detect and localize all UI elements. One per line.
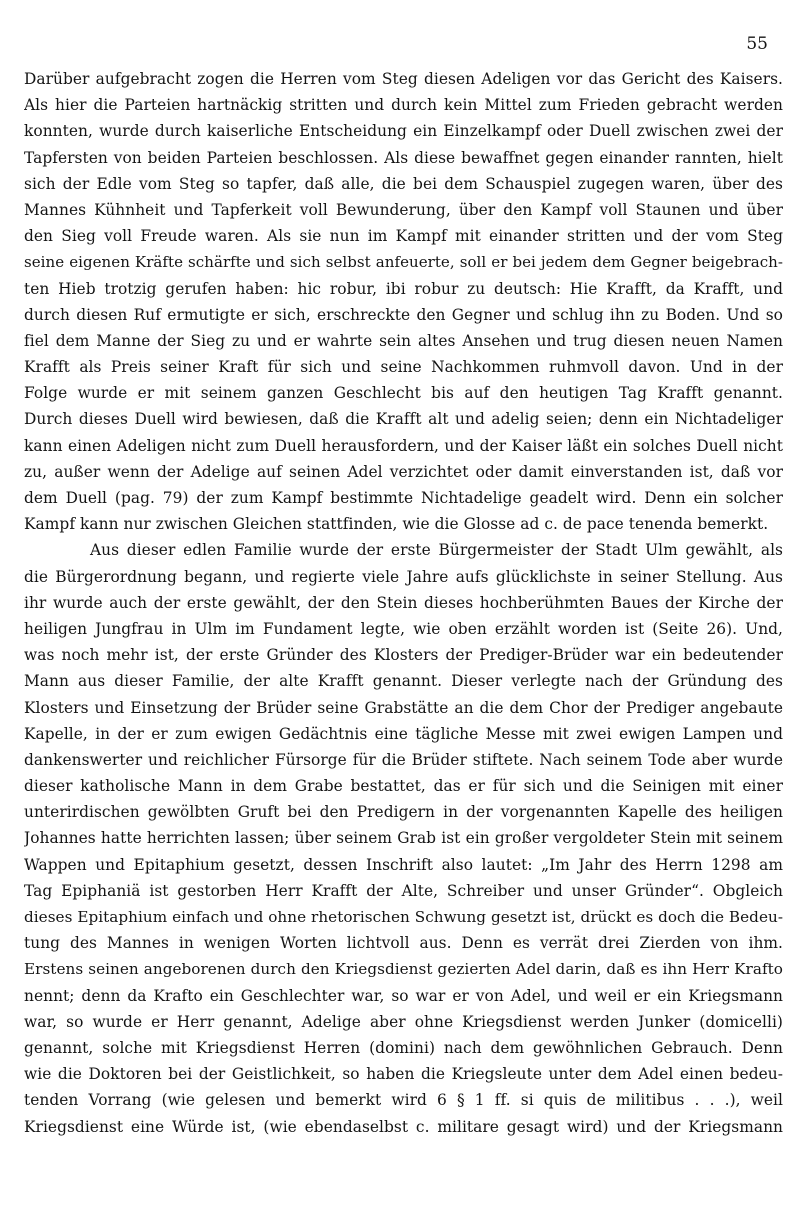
text-line: tung des Mannes in wenigen Worten lichtvoll aus. Denn es verrät drei Zierden von ihm. bbox=[24, 934, 783, 953]
text-line: Mann aus dieser Familie, der alte Krafft genannt. Dieser verlegte nach der Gründung des bbox=[24, 672, 783, 691]
text-line: heiligen Jungfrau in Ulm im Fundament legte, wie oben erzählt worden ist (Seite 26). Und, bbox=[24, 619, 783, 638]
text-line: sich der Edle vom Steg so tapfer, daß alle, die bei dem Schauspiel zugegen waren, über des bbox=[24, 174, 783, 193]
text-line: zu, außer wenn der Adelige auf seinen Adel verzichtet oder damit einverstanden ist, daß vor bbox=[24, 462, 783, 481]
text-line: Mannes Kühnheit und Tapferkeit voll Bewunderung, über den Kampf voll Staunen und über bbox=[24, 200, 783, 219]
text-line: dankenswerter und reichlicher Fürsorge für die Brüder stiftete. Nach seinem Tode aber wurde bbox=[24, 750, 783, 769]
text-line: Tag Epiphaniä ist gestorben Herr Krafft der Alte, Schreiber und unser Gründer“. Obgleich bbox=[24, 881, 783, 900]
text-line: Darüber aufgebracht zogen die Herren vom Steg diesen Adeligen vor das Gericht des Kaisers. bbox=[24, 70, 783, 88]
text-line: Tapfersten von beiden Parteien beschlossen. Als diese bewaffnet gegen einander rannten, hielt bbox=[24, 148, 783, 167]
text-line: Erstens seinen angeborenen durch den Kriegsdienst gezierten Adel darin, daß es ihn Herr Krafto bbox=[24, 960, 783, 979]
text-line: die Bürgerordnung begann, und regierte viele Jahre aufs glücklichste in seiner Stellung. Aus bbox=[24, 567, 783, 586]
paragraph-1 bbox=[24, 66, 783, 537]
text-line: was noch mehr ist, der erste Gründer des Klosters der Prediger-Brüder war ein bedeutender bbox=[24, 646, 783, 665]
body-text bbox=[24, 66, 783, 1140]
text-line: Kapelle, in der er zum ewigen Gedächtnis eine tägliche Messe mit zwei ewigen Lampen und bbox=[24, 724, 783, 743]
text-line: war, so wurde er Herr genannt, Adelige aber ohne Kriegsdienst werden Junker (domicelli) bbox=[24, 1012, 783, 1031]
text-line: Durch dieses Duell wird bewiesen, daß die Krafft alt und adelig seien; denn ein Nichtadeliger bbox=[24, 410, 783, 429]
text-line: Aus dieser edlen Familie wurde der erste Bürgermeister der Stadt Ulm gewählt, als bbox=[90, 541, 783, 560]
text-line: wie die Doktoren bei der Geistlichkeit, so haben die Kriegsleute unter dem Adel einen bedeu- bbox=[24, 1065, 783, 1084]
text-line: Wappen und Epitaphium gesetzt, dessen Inschrift also lautet: „Im Jahr des Herrn 1298 am bbox=[24, 855, 783, 874]
text-line: genannt, solche mit Kriegsdienst Herren (domini) nach dem gewöhnlichen Gebrauch. Denn bbox=[24, 1038, 783, 1057]
text-line: unterirdischen gewölbten Gruft bei den Predigern in der vorgenannten Kapelle des heiligen bbox=[24, 803, 783, 822]
text-line: Johannes hatte herrichten lassen; über seinem Grab ist ein großer vergoldeter Stein mit seinem bbox=[24, 829, 783, 848]
text-line: Kriegsdienst eine Würde ist, (wie ebendaselbst c. militare gesagt wird) und der Kriegsmann bbox=[24, 1117, 783, 1136]
text-line: dieser katholische Mann in dem Grabe bestattet, das er für sich und die Seinigen mit einer bbox=[24, 777, 783, 796]
text-line: ten Hieb trotzig gerufen haben: hic robur, ibi robur zu deutsch: Hie Krafft, da Krafft, und bbox=[24, 279, 783, 298]
text-line: Klosters und Einsetzung der Brüder seine Grabstätte an die dem Chor der Prediger angebaute bbox=[24, 698, 783, 717]
text-line: fiel dem Manne der Sieg zu und er wahrte sein altes Ansehen und trug diesen neuen Namen bbox=[24, 331, 783, 350]
text-line: den Sieg voll Freude waren. Als sie nun im Kampf mit einander stritten und der vom Steg bbox=[24, 227, 783, 246]
text-line: Krafft als Preis seiner Kraft für sich und seine Nachkommen ruhmvoll davon. Und in der bbox=[24, 358, 783, 377]
text-line: Folge wurde er mit seinem ganzen Geschlecht bis auf den heutigen Tag Krafft genannt. bbox=[24, 384, 783, 403]
text-line: durch diesen Ruf ermutigte er sich, erschreckte den Gegner und schlug ihn zu Boden. Und so bbox=[24, 305, 783, 324]
text-line: ihr wurde auch der erste gewählt, der den Stein dieses hochberühmten Baues der Kirche der bbox=[24, 593, 783, 612]
text-line: Als hier die Parteien hartnäckig stritten und durch kein Mittel zum Frieden gebracht werden bbox=[24, 96, 783, 115]
text-line: Kampf kann nur zwischen Gleichen stattfinden, wie die Glosse ad c. de pace tenenda bemerkt. bbox=[24, 515, 769, 534]
page-number: 55 bbox=[746, 34, 768, 54]
text-line: tenden Vorrang (wie gelesen und bemerkt wird 6 § 1 ff. si quis de militibus . . .), weil bbox=[24, 1091, 783, 1110]
text-line: nennt; denn da Krafto ein Geschlechter war, so war er von Adel, und weil er ein Kriegsmann bbox=[24, 986, 783, 1005]
text-line: seine eigenen Kräfte schärfte und sich selbst anfeuerte, soll er bei jedem dem Gegner beigebrach- bbox=[24, 253, 783, 272]
text-line: dem Duell (pag. 79) der zum Kampf bestimmte Nichtadelige geadelt wird. Denn ein solcher bbox=[24, 489, 783, 507]
text-line: dieses Epitaphium einfach und ohne rhetorischen Schwung gesetzt ist, drückt es doch die Bedeu- bbox=[24, 908, 783, 926]
paragraph-2 bbox=[24, 537, 783, 1139]
text-line: konnten, wurde durch kaiserliche Entscheidung ein Einzelkampf oder Duell zwischen zwei der bbox=[24, 122, 783, 141]
text-line: kann einen Adeligen nicht zum Duell herausfordern, und der Kaiser läßt ein solches Duell nicht bbox=[24, 436, 783, 455]
